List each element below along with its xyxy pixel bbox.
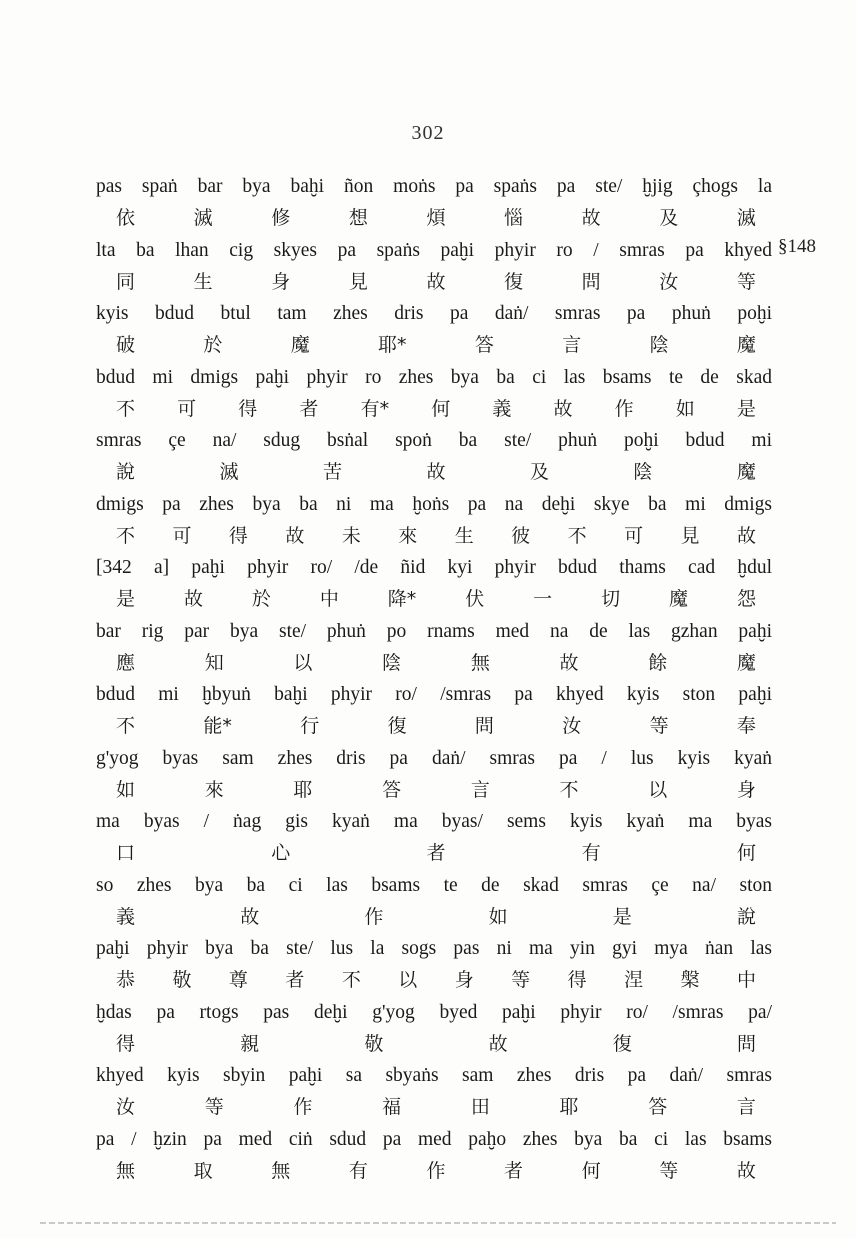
page-number: 302	[411, 122, 445, 144]
chinese-gloss-char: 未	[341, 524, 361, 547]
chinese-gloss-line	[96, 1030, 772, 1059]
chinese-gloss-char: 答	[648, 1096, 668, 1118]
chinese-gloss-char: 言	[562, 334, 582, 356]
tibetan-line: dmigs pa zhes bya ba ni ma ḫoṅs pa na deḫi skye ba mi dmigs	[96, 493, 772, 515]
tibetan-line: pas spaṅ bar bya baḫi ñon moṅs pa spaṅs pa ste/ ḫjig çhogs la	[96, 176, 772, 197]
chinese-gloss-char: 滅	[736, 207, 756, 229]
chinese-gloss-char: 耶*	[378, 334, 407, 356]
chinese-gloss-char: 可	[172, 524, 192, 547]
chinese-gloss-char: 何	[431, 397, 451, 420]
chinese-gloss-char: 田	[470, 1096, 490, 1118]
chinese-gloss-char: 身	[454, 969, 474, 991]
chinese-gloss-char: 及	[529, 461, 549, 483]
chinese-gloss-char: 何	[736, 842, 756, 864]
interlinear-pair	[96, 805, 772, 869]
chinese-gloss-char: 汝	[116, 1096, 136, 1118]
section-mark: §148	[778, 236, 816, 257]
chinese-gloss-char: 故	[488, 1032, 508, 1055]
chinese-gloss-char: 苦	[322, 461, 342, 483]
chinese-gloss-char: 中	[319, 588, 339, 610]
chinese-gloss-char: 得	[567, 969, 587, 991]
chinese-gloss-char: 說	[736, 905, 756, 928]
chinese-gloss-char: 應	[116, 651, 136, 674]
chinese-gloss-char: 是	[736, 397, 756, 420]
chinese-gloss-char: 者	[285, 969, 305, 991]
chinese-gloss-line	[96, 966, 772, 995]
chinese-gloss-char: 義	[492, 397, 512, 420]
chinese-gloss-char: 故	[183, 588, 203, 610]
interlinear-pair	[96, 932, 772, 996]
chinese-gloss-char: 不	[559, 778, 579, 801]
chinese-gloss-char: 恭	[116, 969, 136, 991]
chinese-gloss-char: 等	[736, 270, 756, 293]
chinese-gloss-char: 言	[736, 1096, 756, 1118]
chinese-gloss-line	[96, 268, 772, 297]
tibetan-line: [342 a] paḫi phyir ro/ /de ñid kyi phyir bdud thams cad ḫdul	[96, 557, 772, 578]
chinese-gloss-line	[96, 585, 772, 614]
chinese-gloss-char: 降*	[387, 588, 417, 610]
interlinear-pair	[96, 1059, 772, 1123]
chinese-gloss-char: 涅	[624, 969, 644, 991]
chinese-gloss-char: 耶	[293, 778, 313, 801]
chinese-gloss-char: 故	[559, 651, 579, 674]
chinese-gloss-char: 於	[251, 588, 271, 610]
chinese-gloss-line	[96, 903, 772, 932]
chinese-gloss-char: 煩	[426, 207, 446, 229]
chinese-gloss-char: 復	[387, 715, 407, 737]
chinese-gloss-char: 魔	[736, 461, 756, 483]
chinese-gloss-char: 知	[204, 651, 224, 674]
chinese-gloss-char: 言	[470, 778, 490, 801]
chinese-gloss-char: 心	[271, 842, 291, 864]
chinese-gloss-char: 是	[116, 588, 136, 610]
chinese-gloss-char: 福	[382, 1096, 402, 1118]
chinese-gloss-char: 奉	[736, 715, 756, 737]
chinese-gloss-char: 來	[398, 524, 418, 547]
interlinear-pair	[96, 678, 772, 742]
interlinear-pair	[96, 170, 772, 234]
chinese-gloss-char: 陰	[633, 461, 653, 483]
chinese-gloss-char: 於	[203, 334, 223, 356]
chinese-gloss-char: 作	[364, 905, 384, 928]
chinese-gloss-char: 者	[426, 842, 446, 864]
tibetan-line: bdud mi dmigs paḫi phyir ro zhes bya ba ci las bsams te de skad	[96, 366, 772, 388]
chinese-gloss-line	[96, 458, 772, 487]
chinese-gloss-char: 答	[474, 334, 494, 356]
chinese-gloss-char: 見	[348, 270, 368, 293]
chinese-gloss-char: 一	[533, 588, 553, 610]
chinese-gloss-line	[96, 395, 772, 424]
chinese-gloss-char: 陰	[382, 651, 402, 674]
chinese-gloss-char: 及	[659, 207, 679, 229]
chinese-gloss-char: 餘	[648, 651, 668, 674]
chinese-gloss-char: 得	[116, 1032, 136, 1055]
chinese-gloss-char: 身	[271, 270, 291, 293]
chinese-gloss-char: 以	[293, 651, 313, 674]
chinese-gloss-char: 故	[426, 461, 446, 483]
chinese-gloss-char: 敬	[364, 1032, 384, 1055]
chinese-gloss-char: 者	[299, 397, 319, 420]
chinese-gloss-char: 者	[504, 1159, 524, 1182]
chinese-gloss-char: 尊	[228, 969, 248, 991]
chinese-gloss-char: 親	[240, 1032, 260, 1055]
chinese-gloss-char: 復	[612, 1032, 632, 1055]
chinese-gloss-char: 得	[228, 524, 248, 547]
tibetan-line: ma byas / ṅag gis kyaṅ ma byas/ sems kyis kyaṅ ma byas	[96, 811, 772, 832]
chinese-gloss-char: 何	[581, 1159, 601, 1182]
chinese-gloss-char: 破	[116, 334, 136, 356]
chinese-gloss-char: 作	[614, 397, 634, 420]
chinese-gloss-line	[96, 331, 772, 360]
tibetan-line: paḫi phyir bya ba ste/ lus la sogs pas ni ma yin gyi mya ṅan las	[96, 938, 772, 959]
chinese-gloss-char: 無	[470, 651, 490, 674]
chinese-gloss-char: 有	[581, 842, 601, 864]
chinese-gloss-char: 怨	[736, 588, 756, 610]
chinese-gloss-char: 切	[601, 588, 621, 610]
chinese-gloss-char: 身	[736, 778, 756, 801]
chinese-gloss-char: 耶	[559, 1096, 579, 1118]
chinese-gloss-char: 故	[736, 1159, 756, 1182]
tibetan-line: pa / ḫzin pa med ciṅ sdud pa med paḫo zhes bya ba ci las bsams	[96, 1128, 772, 1150]
chinese-gloss-char: 見	[680, 524, 700, 547]
chinese-gloss-char: 惱	[504, 207, 524, 229]
chinese-gloss-line	[96, 649, 772, 678]
chinese-gloss-char: 同	[116, 270, 136, 293]
chinese-gloss-char: 來	[204, 778, 224, 801]
chinese-gloss-char: 行	[300, 715, 320, 737]
chinese-gloss-char: 口	[116, 842, 136, 864]
interlinear-pair	[96, 234, 772, 298]
chinese-gloss-char: 有	[348, 1159, 368, 1182]
chinese-gloss-char: 魔	[736, 334, 756, 356]
interlinear-pair	[96, 297, 772, 361]
chinese-gloss-char: 義	[116, 905, 136, 928]
chinese-gloss-char: 汝	[562, 715, 582, 737]
interlinear-pair	[96, 615, 772, 679]
chinese-gloss-char: 作	[426, 1159, 446, 1182]
chinese-gloss-char: 說	[116, 461, 136, 483]
chinese-gloss-line	[96, 839, 772, 868]
scan-edge-rule	[40, 1222, 836, 1224]
chinese-gloss-char: 滅	[219, 461, 239, 483]
chinese-gloss-char: 故	[240, 905, 260, 928]
tibetan-line: khyed kyis sbyin paḫi sa sbyaṅs sam zhes dris pa daṅ/ smras	[96, 1065, 772, 1086]
tibetan-line: ḫdas pa rtogs pas deḫi g'yog byed paḫi phyir ro/ /smras pa/	[96, 1001, 772, 1023]
chinese-gloss-char: 中	[736, 969, 756, 991]
chinese-gloss-char: 等	[659, 1159, 679, 1182]
chinese-gloss-char: 陰	[649, 334, 669, 356]
chinese-gloss-char: 不	[116, 715, 136, 737]
chinese-gloss-line	[96, 776, 772, 805]
chinese-gloss-char: 以	[398, 969, 418, 991]
chinese-gloss-char: 如	[116, 778, 136, 801]
chinese-gloss-char: 故	[553, 397, 573, 420]
chinese-gloss-char: 問	[581, 270, 601, 293]
chinese-gloss-char: 故	[581, 207, 601, 229]
chinese-gloss-line	[96, 522, 772, 551]
chinese-gloss-char: 故	[285, 524, 305, 547]
chinese-gloss-char: 魔	[736, 651, 756, 674]
chinese-gloss-char: 汝	[659, 270, 679, 293]
chinese-gloss-char: 如	[488, 905, 508, 928]
chinese-gloss-char: 故	[426, 270, 446, 293]
chinese-gloss-char: 等	[649, 715, 669, 737]
chinese-gloss-char: 生	[454, 524, 474, 547]
chinese-gloss-char: 如	[675, 397, 695, 420]
chinese-gloss-char: 滅	[193, 207, 213, 229]
chinese-gloss-char: 伏	[465, 588, 485, 610]
tibetan-line: lta ba lhan cig skyes pa spaṅs paḫi phyir ro / smras pa khyed	[96, 239, 772, 261]
chinese-gloss-char: 取	[193, 1159, 213, 1182]
chinese-gloss-char: 彼	[511, 524, 531, 547]
chinese-gloss-char: 不	[341, 969, 361, 991]
chinese-gloss-char: 等	[204, 1096, 224, 1118]
chinese-gloss-char: 以	[648, 778, 668, 801]
chinese-gloss-char: 敬	[172, 969, 192, 991]
interlinear-pair	[96, 742, 772, 806]
chinese-gloss-char: 可	[624, 524, 644, 547]
tibetan-line: kyis bdud btul tam zhes dris pa daṅ/ smras pa phuṅ poḫi	[96, 303, 772, 324]
chinese-gloss-char: 復	[504, 270, 524, 293]
chinese-gloss-char: 修	[271, 207, 291, 229]
chinese-gloss-char: 不	[116, 524, 136, 547]
chinese-gloss-char: 得	[238, 397, 258, 420]
chinese-gloss-char: 生	[193, 270, 213, 293]
interlinear-pair	[96, 996, 772, 1060]
chinese-gloss-char: 答	[382, 778, 402, 801]
chinese-gloss-char: 故	[736, 524, 756, 547]
tibetan-line: smras çe na/ sdug bsṅal spoṅ ba ste/ phuṅ poḫi bdud mi	[96, 430, 772, 451]
chinese-gloss-char: 無	[116, 1159, 136, 1182]
chinese-gloss-char: 無	[271, 1159, 291, 1182]
chinese-gloss-char: 想	[348, 207, 368, 229]
chinese-gloss-char: 有*	[360, 397, 390, 420]
tibetan-line: g'yog byas sam zhes dris pa daṅ/ smras pa / lus kyis kyaṅ	[96, 747, 772, 769]
interlinear-text	[96, 170, 772, 1186]
chinese-gloss-char: 可	[177, 397, 197, 420]
tibetan-line: so zhes bya ba ci las bsams te de skad smras çe na/ ston	[96, 874, 772, 896]
interlinear-pair	[96, 361, 772, 425]
chinese-gloss-char: 不	[116, 397, 136, 420]
chinese-gloss-char: 依	[116, 207, 136, 229]
tibetan-line: bdud mi ḫbyuṅ baḫi phyir ro/ /smras pa khyed kyis ston paḫi	[96, 684, 772, 705]
tibetan-line: bar rig par bya ste/ phuṅ po rnams med na de las gzhan paḫi	[96, 620, 772, 642]
chinese-gloss-char: 不	[567, 524, 587, 547]
chinese-gloss-char: 能*	[203, 715, 232, 737]
chinese-gloss-char: 作	[293, 1096, 313, 1118]
chinese-gloss-line	[96, 1157, 772, 1186]
chinese-gloss-line	[96, 204, 772, 233]
interlinear-pair	[96, 869, 772, 933]
chinese-gloss-char: 問	[474, 715, 494, 737]
interlinear-pair	[96, 424, 772, 488]
chinese-gloss-line	[96, 1093, 772, 1122]
interlinear-pair	[96, 551, 772, 615]
interlinear-pair	[96, 488, 772, 552]
interlinear-pair	[96, 1123, 772, 1187]
chinese-gloss-char: 問	[736, 1032, 756, 1055]
chinese-gloss-char: 槃	[680, 969, 700, 991]
chinese-gloss-char: 魔	[290, 334, 310, 356]
chinese-gloss-line	[96, 712, 772, 741]
chinese-gloss-char: 魔	[669, 588, 689, 610]
chinese-gloss-char: 等	[511, 969, 531, 991]
chinese-gloss-char: 是	[612, 905, 632, 928]
